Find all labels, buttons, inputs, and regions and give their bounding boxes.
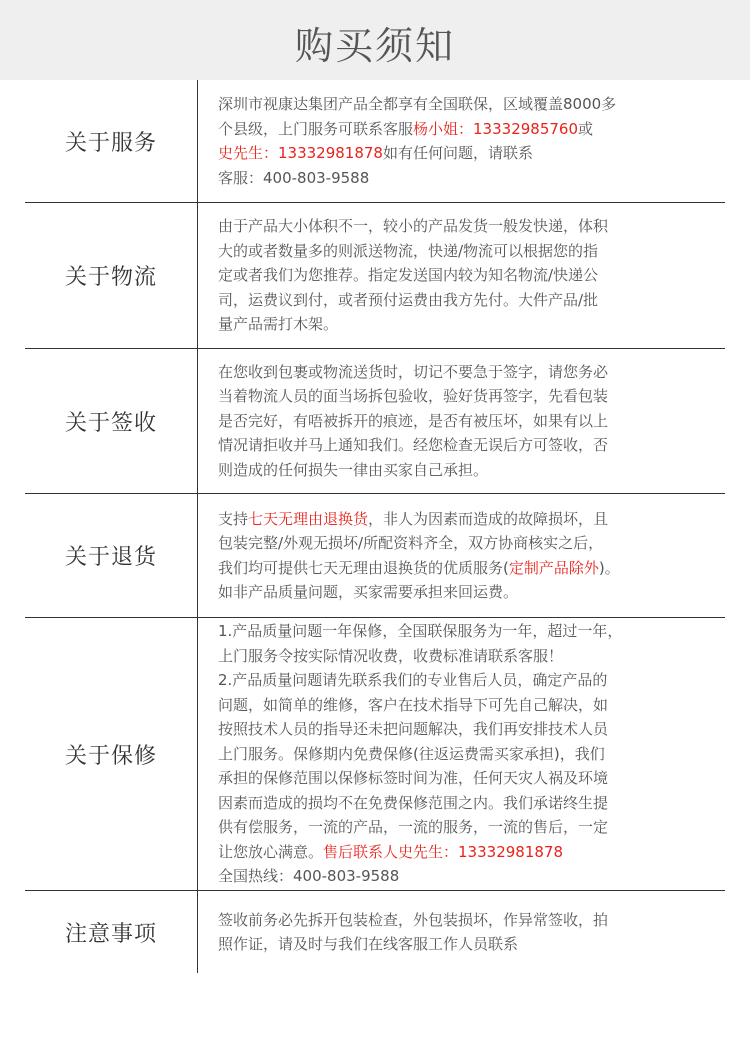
text-line: 按照技术人员的指导还未把问题解决，我们再安排技术人员 [218,720,609,739]
national-hotline: 全国热线：400-803-9588 [218,867,400,886]
row-text-logistics [198,203,725,348]
row-label-warranty: 关于保修 [25,618,198,890]
row-text-notice [198,891,725,973]
text-line: 2.产品质量问题请先联系我们的专业售后人员，确定产品的 [218,671,608,690]
text-line [218,840,705,865]
contact-shi: 史先生：13332981878 [218,144,383,162]
row-label-receipt: 关于签收 [25,349,198,493]
text-segment: 如有任何问题，请联系 [382,144,533,162]
notice-table [25,80,725,973]
row-notice [25,891,725,973]
text-line: 包装完整/外观无损坏/所配资料齐全，双方协商核实之后， [218,534,604,552]
text-segment: 或 [578,119,594,138]
page-title: 购买须知 [294,23,455,68]
row-receipt [25,349,725,494]
text-line: 因素而造成的损均不在免费保修范围之内。我们承诺终生提 [218,793,609,812]
text-line: 供有偿服务，一流的产品，一流的服务，一流的售后，一定 [218,818,609,837]
text-line: 签收前务必先拆开包装检查，外包装损坏，作异常签收，拍 [218,910,609,929]
text-line: 由于产品大小体积不一，较小的产品发货一般发快递，体积 [218,217,609,236]
text-line [218,117,705,142]
text-line: 问题，如简单的维修，客户在技术指导下可先自己解决，如 [218,695,609,714]
text-line: 照作证，请及时与我们在线客服工作人员联系 [218,935,519,953]
row-label-notice: 注意事项 [25,891,198,973]
row-label-service: 关于服务 [25,80,198,202]
text-line [218,141,705,166]
text-segment: 支持 [218,509,249,528]
text-line: 1.产品质量问题一年保修，全国联保服务为一年，超过一年， [218,622,623,641]
text-line: 上门服务。保修期内免费保修(往返运费需买家承担)，我们 [218,744,605,763]
text-line: 如非产品质量问题，买家需要承担来回运费。 [218,583,519,601]
row-warranty [25,618,725,891]
row-logistics [25,203,725,349]
text-line: 则造成的任何损失一律由买家自己承担。 [218,460,489,479]
text-segment: 个县级，上门服务可联系客服 [218,119,414,138]
contact-yang: 杨小姐：13332985760 [413,119,578,138]
text-line: 量产品需打木架。 [218,315,339,334]
row-service [25,80,725,203]
text-line: 定或者我们为您推荐。指定发送国内较为知名物流/快递公 [218,266,599,285]
text-line: 当着物流人员的面当场拆包验收，验好货再签字，先看包装 [218,387,609,406]
text-line [218,556,705,581]
highlight-custom-excluded: 定制产品除外 [508,558,599,577]
row-text-service [198,80,725,202]
text-line: 大的或者数量多的则派送物流，快递/物流可以根据您的指 [218,241,599,260]
row-label-logistics: 关于物流 [25,203,198,348]
row-text-receipt [198,349,725,493]
text-line: 是否完好，有唔被拆开的痕迹，是否有被压坏，如果有以上 [218,411,609,430]
row-text-returns [198,494,725,617]
text-segment: 让您放心满意。 [218,842,324,861]
text-line: 情况请拒收并马上通知我们。经您检查无误后方可签收，否 [218,436,609,455]
row-text-warranty [198,618,725,890]
after-sales-contact: 售后联系人史先生：13332981878 [323,842,563,861]
text-line [218,507,705,532]
highlight-seven-day-return: 七天无理由退换货 [248,509,369,528]
header-banner [0,0,750,80]
text-line: 在您收到包裹或物流送货时，切记不要急于签字，请您务必 [218,362,609,381]
text-line: 承担的保修范围以保修标签时间为准，任何天灾人祸及环境 [218,769,609,788]
text-line: 司，运费议到付，或者预付运费由我方先付。大件产品/批 [218,290,599,309]
contact-hotline: 客服：400-803-9588 [218,168,370,187]
text-segment: 我们均可提供七天无理由退换货的优质服务( [218,558,509,577]
text-line: 深圳市视康达集团产品全都享有全国联保，区域覆盖8000多 [218,95,617,113]
text-segment: ，非人为因素而造成的故障损坏，且 [368,509,609,528]
text-line: 上门服务令按实际情况收费，收费标准请联系客服！ [218,646,564,665]
row-returns [25,494,725,618]
row-label-returns: 关于退货 [25,494,198,617]
text-segment: )。 [598,558,620,577]
